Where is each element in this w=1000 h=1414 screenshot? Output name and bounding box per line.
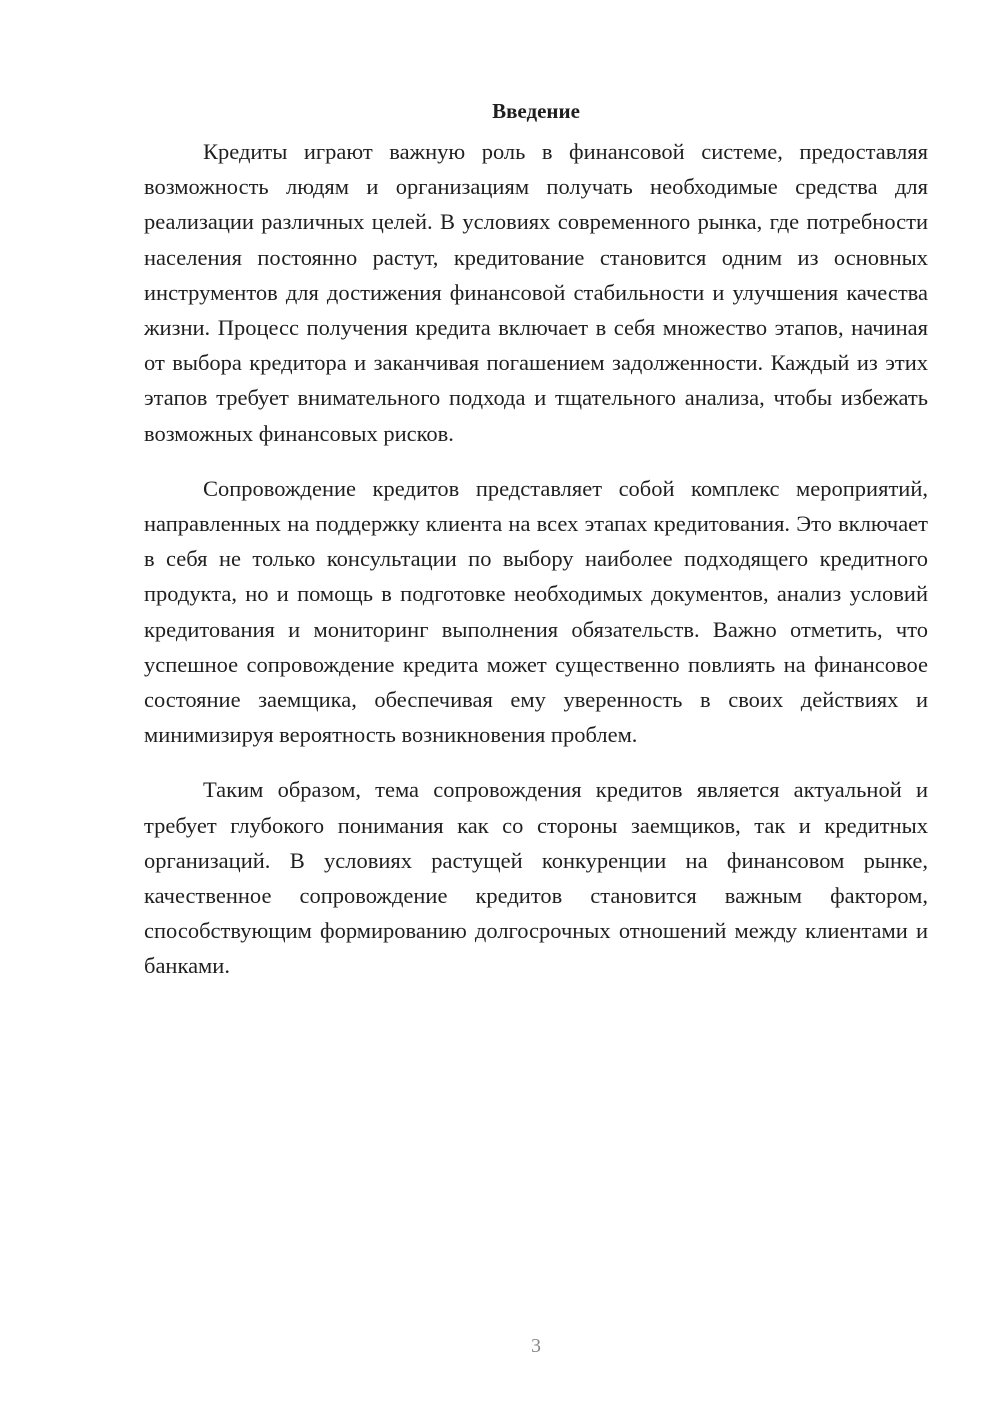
- paragraph-1: Кредиты играют важную роль в финансовой системе, предоставляя возможность людям и организациям получать необходимые средства для реализации различных целей. В условиях современного рынка, где потребности населения постоянно растут, кредитование становится одним из основных инструментов для достижения финансовой стабильности и улучшения качества жизни. Процесс получения кредита включает в себя множество этапов, начиная от выбора кредитора и заканчивая погашением задолженности. Каждый из этих этапов требует внимательного подхода и тщательного анализа, чтобы избежать возможных финансовых рисков.: [144, 139, 928, 446]
- paragraph-3: Таким образом, тема сопровождения кредитов является актуальной и требует глубокого понимания как со стороны заемщиков, так и кредитных организаций. В условиях растущей конкуренции на финансовом рынке, качественное сопровождение кредитов становится важным фактором, способствующим формированию долгосрочных отношений между клиентами и банками.: [144, 777, 928, 979]
- page-number: 3: [531, 1335, 541, 1357]
- section-title: Введение: [492, 99, 580, 123]
- page-content: [144, 96, 928, 1004]
- paragraph-2: Сопровождение кредитов представляет собой комплекс мероприятий, направленных на поддержку клиента на всех этапах кредитования. Это включает в себя не только консультации по выбору наиболее подходящего кредитного продукта, но и помощь в подготовке необходимых документов, анализ условий кредитования и мониторинг выполнения обязательств. Важно отметить, что успешное сопровождение кредита может существенно повлиять на финансовое состояние заемщика, обеспечивая ему уверенность в своих действиях и минимизируя вероятность возникновения проблем.: [144, 475, 928, 748]
